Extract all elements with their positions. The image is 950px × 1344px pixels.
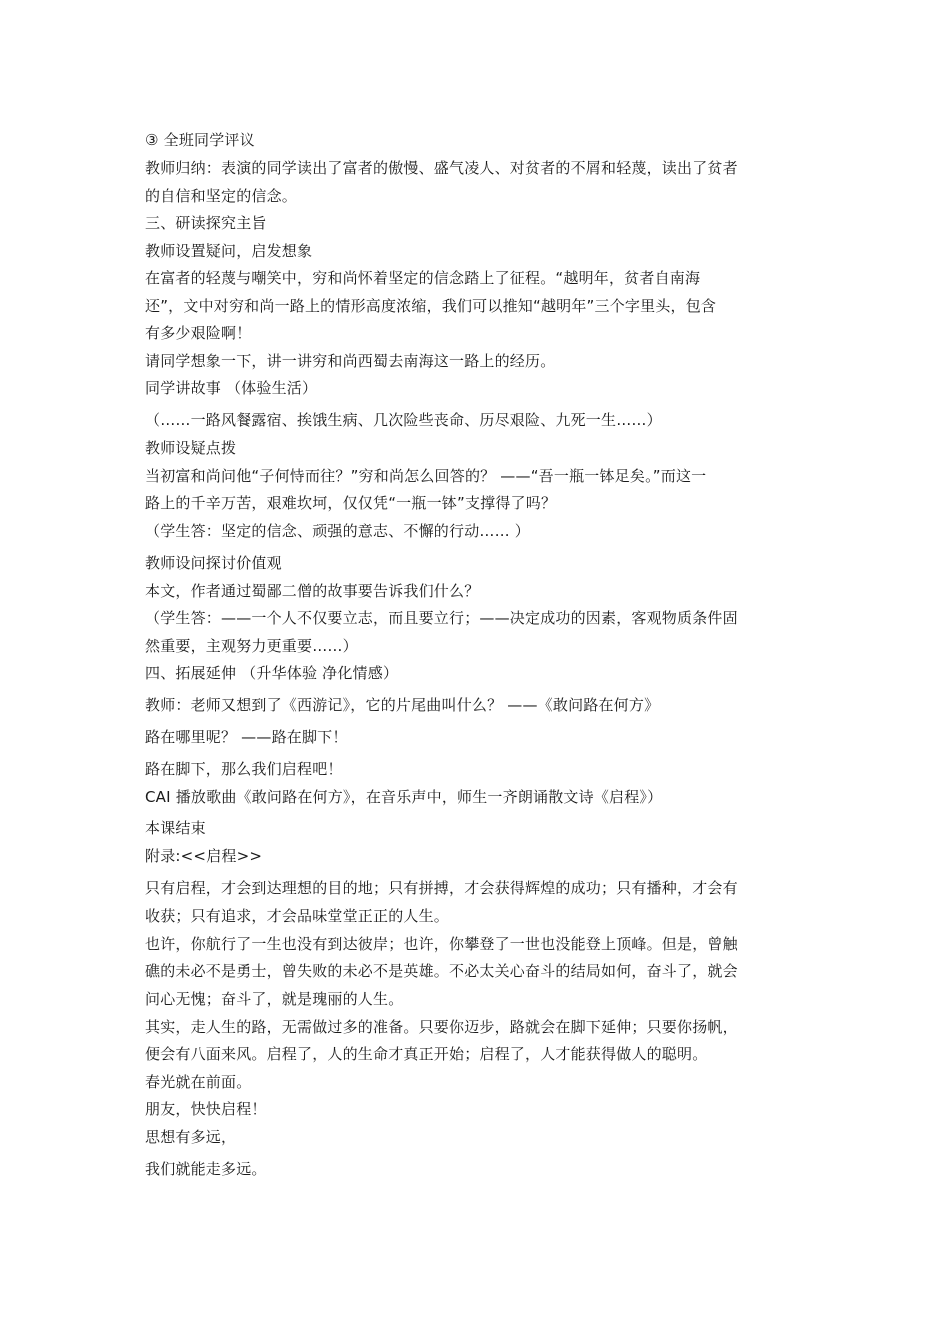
paragraph-line: 然重要，主观努力更重要……）: [145, 637, 358, 655]
subheading: 教师设问探讨价值观: [145, 554, 282, 572]
poem-line: 朋友，快快启程！: [145, 1100, 267, 1118]
poem-line: 春光就在前面。: [145, 1073, 252, 1091]
paragraph-line: 路在哪里呢？ ——路在脚下！: [145, 728, 348, 746]
paragraph-line: 路在脚下，那么我们启程吧！: [145, 760, 343, 778]
subheading: 教师设置疑问，启发想象: [145, 242, 313, 260]
paragraph-line: （学生答：——一个人不仅要立志，而且要立行；——决定成功的因素，客观物质条件固: [145, 609, 738, 627]
paragraph-line: 路上的千辛万苦，艰难坎坷，仅仅凭“一瓶一钵”支撑得了吗？: [145, 494, 557, 512]
section-heading-4: 四、拓展延伸 （升华体验 净化情感）: [145, 664, 399, 682]
paragraph-line: 请同学想象一下，讲一讲穷和尚西蜀去南海这一路上的经历。: [145, 352, 556, 370]
poem-line: 其实，走人生的路，无需做过多的准备。只要你迈步，路就会在脚下延伸；只要你扬帆，: [145, 1018, 738, 1036]
appendix-title: 附录:<<启程>>: [145, 847, 263, 865]
paragraph-line: CAI 播放歌曲《敢问路在何方》，在音乐声中，师生一齐朗诵散文诗《启程》）: [145, 788, 663, 806]
paragraph-line: 当初富和尚问他“子何恃而往？”穷和尚怎么回答的？ ——“吾一瓶一钵足矣。”而这一: [145, 467, 707, 485]
paragraph-line: （……一路风餐露宿、挨饿生病、几次险些丧命、历尽艰险、九死一生……）: [145, 411, 662, 429]
poem-line: 礁的未必不是勇士，曾失败的未必不是英雄。不必太关心奋斗的结局如何，奋斗了，就会: [145, 962, 738, 980]
paragraph-line: 还”，文中对穷和尚一路上的情形高度浓缩，我们可以推知“越明年”三个字里头，包含: [145, 297, 717, 315]
poem-line: 思想有多远，: [145, 1128, 237, 1146]
paragraph-line: 本课结束: [145, 819, 206, 837]
paragraph-line: 教师：老师又想到了《西游记》，它的片尾曲叫什么？ ——《敢问路在何方》: [145, 696, 660, 714]
subheading: 教师设疑点拨: [145, 439, 237, 457]
poem-line: 只有启程，才会到达理想的目的地；只有拼搏，才会获得辉煌的成功；只有播种，才会有: [145, 879, 738, 897]
section-heading-3: 三、研读探究主旨: [145, 214, 267, 232]
section-item-3-heading: ③ 全班同学评议: [145, 131, 255, 149]
poem-line: 我们就能走多远。: [145, 1160, 267, 1178]
paragraph-line: 的自信和坚定的信念。: [145, 187, 298, 205]
paragraph-line: 在富者的轻蔑与嘲笑中，穷和尚怀着坚定的信念踏上了征程。“越明年，贫者自南海: [145, 269, 701, 287]
paragraph-line: 教师归纳：表演的同学读出了富者的傲慢、盛气凌人、对贫者的不屑和轻蔑，读出了贫者: [145, 159, 738, 177]
subheading: 同学讲故事 （体验生活）: [145, 379, 318, 397]
paragraph-line: 本文，作者通过蜀鄙二僧的故事要告诉我们什么？: [145, 582, 480, 600]
paragraph-line: 有多少艰险啊！: [145, 324, 252, 342]
poem-line: 问心无愧；奋斗了，就是瑰丽的人生。: [145, 990, 404, 1008]
poem-line: 便会有八面来风。启程了，人的生命才真正开始；启程了，人才能获得做人的聪明。: [145, 1045, 708, 1063]
paragraph-line: （学生答：坚定的信念、顽强的意志、不懈的行动…… ）: [145, 522, 530, 540]
poem-line: 收获；只有追求，才会品味堂堂正正的人生。: [145, 907, 450, 925]
poem-line: 也许，你航行了一生也没有到达彼岸；也许，你攀登了一世也没能登上顶峰。但是，曾触: [145, 935, 738, 953]
